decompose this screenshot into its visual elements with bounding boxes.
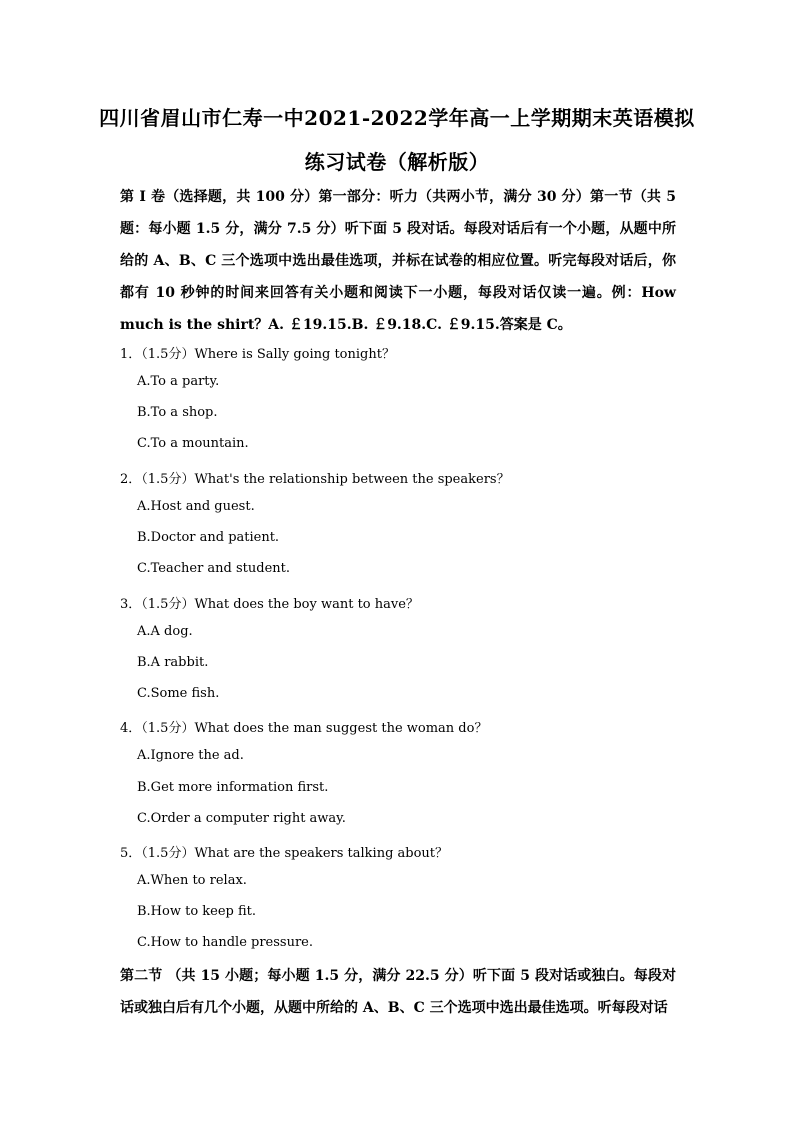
question-4: 4．（1.5分）What does the man suggest the woman do？ bbox=[120, 721, 488, 736]
page-title-line1: 四川省眉山市仁寿一中2021-2022学年高一上学期期末英语模拟 bbox=[99, 106, 695, 130]
question-2-option-a: A.Host and guest. bbox=[137, 499, 255, 514]
section-2-paragraph: 第二节 （共 15 小题；每小题 1.5 分，满分 22.5 分）听下面 5 段对话或独白。每段对话或独白后有几个小题，从题中所给的 A、B、C 三个选项中选出最佳选项。听每段对话 bbox=[120, 968, 676, 1016]
page-title-line2: 练习试卷（解析版） bbox=[304, 150, 490, 174]
intro-paragraph: 第 I 卷（选择题，共 100 分）第一部分：听力（共两小节，满分 30 分）第一节（共 5 题：每小题 1.5 分，满分 7.5 分）听下面 5 段对话。每段对话后有一个小题，从题中所给的 A、B、C 三个选项中选出最佳选项，并标在试卷的相应位置。听完每段对话后，你都有 10 秒钟的时间来回答有关小题和阅读下一小题，每段对话仅读一遍。例：How much is the shirt？A. ￡19.15.B. ￡9.18.C. ￡9.15.答案是 C。 bbox=[120, 189, 676, 333]
question-4-option-a: A.Ignore the ad. bbox=[137, 748, 244, 763]
question-2-option-b: B.Doctor and patient. bbox=[137, 530, 280, 545]
question-3: 3．（1.5分）What does the boy want to have？ bbox=[120, 597, 419, 612]
question-3-option-c: C.Some fish. bbox=[137, 686, 220, 701]
question-2: 2．（1.5分）What's the relationship between the speakers？ bbox=[120, 472, 510, 487]
question-1-option-c: C.To a mountain. bbox=[137, 436, 249, 451]
question-1-option-a: A.To a party. bbox=[137, 374, 220, 389]
question-1-option-b: B.To a shop. bbox=[137, 405, 218, 420]
question-5-option-a: A.When to relax. bbox=[137, 873, 247, 888]
question-1: 1．（1.5分）Where is Sally going tonight？ bbox=[120, 347, 395, 362]
question-4-option-c: C.Order a computer right away. bbox=[137, 811, 346, 826]
question-5-option-c: C.How to handle pressure. bbox=[137, 935, 314, 950]
question-2-option-c: C.Teacher and student. bbox=[137, 561, 291, 576]
question-3-option-a: A.A dog. bbox=[137, 624, 193, 639]
question-4-option-b: B.Get more information first. bbox=[137, 780, 329, 795]
question-5: 5．（1.5分）What are the speakers talking about？ bbox=[120, 846, 449, 861]
question-3-option-b: B.A rabbit. bbox=[137, 655, 209, 670]
question-5-option-b: B.How to keep fit. bbox=[137, 904, 257, 919]
